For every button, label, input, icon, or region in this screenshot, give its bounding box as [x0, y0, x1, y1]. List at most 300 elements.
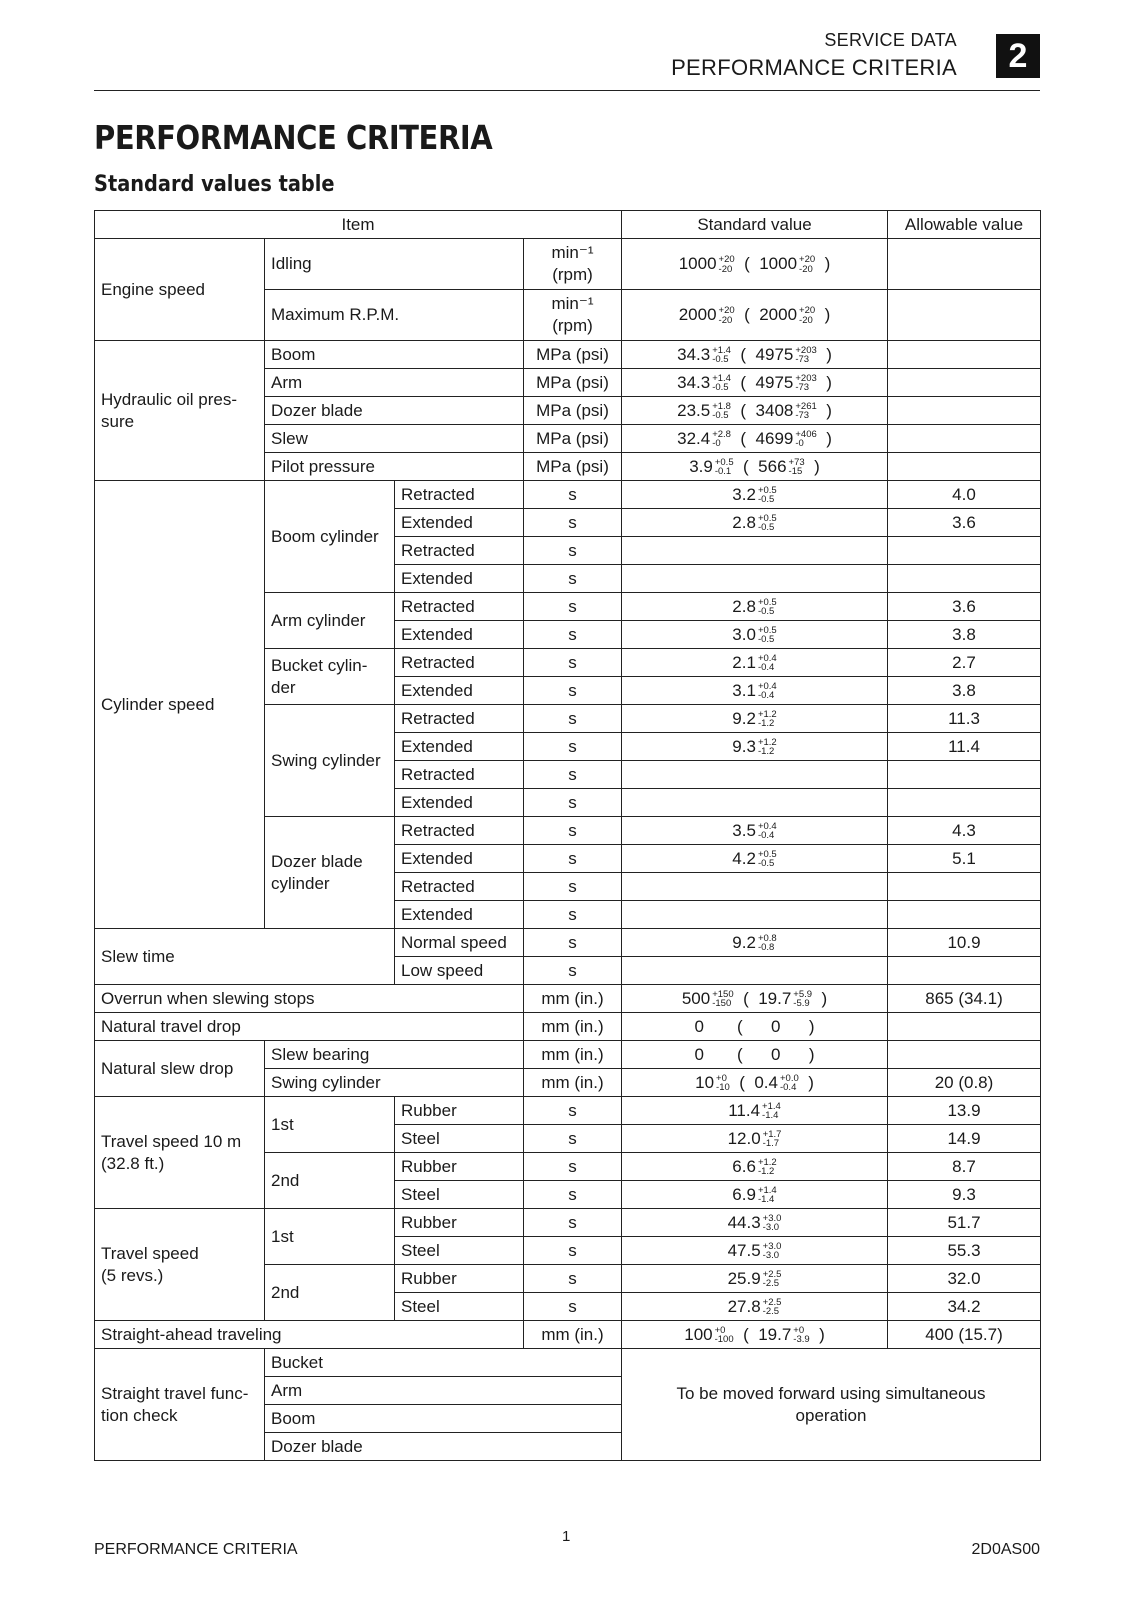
allowable-value [888, 761, 1041, 789]
standard-value-cell [622, 733, 888, 761]
allowable-value: 11.3 [888, 705, 1041, 733]
group-label-line: Travel speed [101, 1243, 199, 1263]
paren-close: ) [804, 456, 820, 476]
tolerance-minus: -0.5 [757, 494, 775, 506]
unit-cell: mm (in.) [524, 1013, 622, 1041]
mode-label: Retracted [395, 593, 524, 621]
tolerance-minus: -73 [795, 382, 810, 394]
tolerance [758, 822, 777, 841]
unit-cell: s [524, 733, 622, 761]
group-label: Natural travel drop [95, 1013, 524, 1041]
track-type: Rubber [395, 1097, 524, 1125]
mode-label: Extended [395, 789, 524, 817]
header-subsection: PERFORMANCE CRITERIA [671, 55, 957, 80]
tolerance-minus: -1.4 [757, 1194, 775, 1206]
group-label [95, 1349, 265, 1461]
standard-value: 34.3 [677, 372, 711, 392]
tolerance-minus: -0.5 [712, 410, 729, 422]
allowable-value: 11.4 [888, 733, 1041, 761]
tolerance [763, 1298, 782, 1317]
tolerance [763, 1270, 782, 1289]
standard-value-cell [622, 425, 888, 453]
paren-open: ( [730, 428, 756, 448]
standard-value-alt: 1000 [759, 254, 798, 273]
mode-label: Extended [395, 733, 524, 761]
allowable-value [888, 789, 1041, 817]
unit-cell [524, 290, 622, 341]
tolerance [762, 1102, 781, 1121]
paren-close: ) [809, 1324, 825, 1344]
paren-open: ( [730, 344, 756, 364]
standard-value-cell [622, 1293, 888, 1321]
tolerance-minus: -20 [799, 314, 813, 326]
unit-cell: s [524, 705, 622, 733]
allowable-value: 3.6 [888, 593, 1041, 621]
standard-value-cell [622, 957, 888, 985]
unit-cell: s [524, 537, 622, 565]
paren-open: ( [730, 372, 756, 392]
unit-cell: MPa (psi) [524, 453, 622, 481]
tolerance [763, 1214, 782, 1233]
tolerance-plus: +2.5 [762, 1268, 782, 1280]
allowable-value: 400 (15.7) [888, 1321, 1041, 1349]
tolerance [712, 430, 731, 449]
paren-close: ) [780, 1044, 815, 1064]
mode-label: Retracted [395, 537, 524, 565]
paren-open: ( [730, 400, 756, 420]
mode-label: Retracted [395, 705, 524, 733]
unit-cell: s [524, 761, 622, 789]
standard-value: 500 [681, 988, 711, 1008]
standard-value: 6.9 [732, 1184, 756, 1204]
tolerance-minus: -0.5 [712, 354, 729, 366]
unit-cell: s [524, 565, 622, 593]
standard-value-cell [622, 290, 888, 341]
standard-value-alt: 0 [771, 1016, 781, 1036]
header-divider [94, 90, 1040, 91]
standard-value: 32.4 [677, 428, 711, 448]
paren-open: ( [733, 456, 759, 476]
group-label: Hydraulic oil pres-sure [95, 341, 265, 481]
tolerance-minus: -0.4 [779, 1082, 797, 1094]
allowable-value: 20 (0.8) [888, 1069, 1041, 1097]
tolerance-plus: +0.4 [757, 680, 777, 692]
tolerance-plus: +203 [795, 372, 817, 384]
tolerance-minus: -1.2 [757, 718, 775, 730]
tolerance-plus: +406 [795, 428, 817, 440]
standard-value: 3.1 [732, 680, 756, 700]
tolerance [715, 458, 734, 477]
paren-close: ) [812, 988, 828, 1008]
allowable-value: 4.3 [888, 817, 1041, 845]
check-item: Dozer blade [265, 1433, 622, 1461]
check-note-line: To be moved forward using simultaneous [676, 1383, 986, 1403]
page-number: 1 [562, 1528, 571, 1545]
tolerance [758, 850, 777, 869]
tolerance-minus: -0.1 [714, 466, 732, 478]
tolerance-minus: -0.4 [757, 690, 775, 702]
standard-value-alt: 3408 [755, 400, 794, 420]
table-row [95, 1041, 1041, 1069]
tolerance [780, 1074, 799, 1093]
tolerance-minus: -0.5 [757, 522, 775, 534]
unit-cell: MPa (psi) [524, 425, 622, 453]
tolerance-plus: +261 [795, 400, 817, 412]
allowable-value [888, 1041, 1041, 1069]
tolerance-plus: +1.8 [712, 400, 731, 412]
tolerance [763, 1242, 782, 1261]
tolerance-plus: +1.7 [762, 1128, 782, 1140]
check-item: Bucket [265, 1349, 622, 1377]
allowable-value [888, 369, 1041, 397]
standard-values-table [94, 210, 1041, 1461]
tolerance-plus: +0.5 [714, 456, 734, 468]
mode-label: Retracted [395, 649, 524, 677]
tolerance-minus: -5.9 [793, 998, 810, 1010]
standard-value-cell [622, 817, 888, 845]
standard-value: 12.0 [727, 1128, 761, 1148]
mode-label: Retracted [395, 481, 524, 509]
table-row [95, 1321, 1041, 1349]
standard-value-alt: 19.7 [758, 988, 792, 1008]
unit-cell: mm (in.) [524, 1321, 622, 1349]
tolerance [763, 1130, 782, 1149]
standard-value: 4.2 [732, 848, 756, 868]
paren-open: ( [733, 1324, 759, 1344]
unit-cell: s [524, 845, 622, 873]
gear-label: 1st [265, 1209, 395, 1265]
check-note-line: operation [795, 1405, 867, 1425]
table-row [95, 985, 1041, 1013]
page-title: PERFORMANCE CRITERIA [94, 118, 493, 157]
tolerance [795, 346, 816, 365]
allowable-value: 3.8 [888, 621, 1041, 649]
standard-value-cell [622, 1069, 888, 1097]
unit-cell: s [524, 621, 622, 649]
table-row [95, 481, 1041, 509]
standard-value-cell [622, 1041, 888, 1069]
allowable-value [888, 565, 1041, 593]
tolerance-minus: -1.4 [762, 1110, 779, 1122]
tolerance-plus: +0.5 [757, 512, 777, 524]
unit-cell: mm (in.) [524, 1069, 622, 1097]
allowable-value: 34.2 [888, 1293, 1041, 1321]
tolerance [715, 1326, 734, 1345]
unit-cell: s [524, 1265, 622, 1293]
standard-value-alt: 4699 [755, 428, 794, 448]
paren-open: ( [703, 1044, 772, 1064]
unit-cell: s [524, 1237, 622, 1265]
table-row [95, 1097, 1041, 1125]
tolerance-plus: +0 [714, 1324, 726, 1336]
group-label-line: (32.8 ft.) [101, 1153, 165, 1173]
standard-value-cell [622, 761, 888, 789]
allowable-value [888, 873, 1041, 901]
standard-value-cell [622, 789, 888, 817]
document-code: 2D0AS00 [971, 1541, 1040, 1558]
standard-value-cell [622, 929, 888, 957]
mode-label: Retracted [395, 817, 524, 845]
group-label-line: tion check [101, 1405, 178, 1425]
cylinder-name: Dozer blade cylinder [265, 817, 395, 929]
allowable-value: 9.3 [888, 1181, 1041, 1209]
allowable-value [888, 397, 1041, 425]
tolerance-plus: +20 [718, 254, 735, 266]
standard-value: 6.6 [732, 1156, 756, 1176]
tolerance [712, 402, 731, 421]
unit-cell: s [524, 649, 622, 677]
group-label [95, 1097, 265, 1209]
standard-value-cell [622, 985, 888, 1013]
allowable-value [888, 537, 1041, 565]
tolerance [799, 306, 815, 325]
unit-cell: s [524, 957, 622, 985]
cylinder-name: Boom cylinder [265, 481, 395, 593]
tolerance [716, 1074, 730, 1093]
allowable-value: 2.7 [888, 649, 1041, 677]
tolerance-plus: +5.9 [793, 988, 813, 1000]
standard-value: 44.3 [727, 1212, 761, 1232]
standard-value-cell [622, 649, 888, 677]
standard-value: 2.8 [732, 512, 756, 532]
standard-value: 9.2 [732, 708, 756, 728]
tolerance [758, 738, 777, 757]
standard-value: 3.0 [732, 624, 756, 644]
paren-close: ) [816, 428, 832, 448]
tolerance-minus: -20 [718, 263, 733, 275]
standard-value-cell [622, 239, 888, 290]
paren-close: ) [815, 254, 831, 273]
standard-value-alt: 566 [758, 456, 787, 476]
tolerance [758, 710, 777, 729]
table-header-row [95, 211, 1041, 239]
track-type: Steel [395, 1237, 524, 1265]
standard-value-alt: 0.4 [754, 1072, 778, 1092]
unit-cell: mm (in.) [524, 1041, 622, 1069]
tolerance [758, 1186, 777, 1205]
tolerance [719, 306, 735, 325]
group-label: Overrun when slewing stops [95, 985, 524, 1013]
standard-value-cell [622, 397, 888, 425]
paren-open: ( [734, 254, 760, 273]
tolerance [712, 990, 733, 1009]
tolerance-plus: +20 [799, 254, 816, 266]
cylinder-name: Arm cylinder [265, 593, 395, 649]
standard-value-alt: 0 [771, 1044, 781, 1064]
header-allowable-value: Allowable value [888, 211, 1041, 239]
unit-cell: s [524, 593, 622, 621]
tolerance-minus: -15 [788, 466, 803, 478]
standard-value-cell [622, 1181, 888, 1209]
group-label: Natural slew drop [95, 1041, 265, 1097]
tolerance-minus: -2.5 [762, 1306, 780, 1318]
mode-label: Extended [395, 621, 524, 649]
standard-value-cell [622, 341, 888, 369]
tolerance-minus: -0.4 [757, 662, 775, 674]
table-row [95, 341, 1041, 369]
item-label: Pilot pressure [265, 453, 524, 481]
group-label-line: (5 revs.) [101, 1265, 164, 1285]
allowable-value [888, 1013, 1041, 1041]
standard-value-cell [622, 1125, 888, 1153]
group-label: Slew time [95, 929, 395, 985]
allowable-value: 5.1 [888, 845, 1041, 873]
tolerance [758, 682, 777, 701]
tolerance-plus: +2.5 [762, 1296, 782, 1308]
mode-label: Normal speed [395, 929, 524, 957]
tolerance [799, 255, 815, 274]
mode-label: Low speed [395, 957, 524, 985]
mode-label: Retracted [395, 873, 524, 901]
standard-value-cell [622, 369, 888, 397]
allowable-value: 3.8 [888, 677, 1041, 705]
paren-close: ) [816, 344, 832, 364]
standard-value-cell [622, 481, 888, 509]
standard-value-cell [622, 873, 888, 901]
unit-cell: s [524, 1209, 622, 1237]
unit-cell: s [524, 1153, 622, 1181]
standard-value-cell [622, 845, 888, 873]
mode-label: Extended [395, 677, 524, 705]
tolerance [758, 934, 777, 953]
standard-value: 2000 [678, 305, 717, 324]
standard-value: 1000 [678, 254, 717, 273]
tolerance-minus: -2.5 [762, 1278, 780, 1290]
tolerance-plus: +1.2 [757, 736, 777, 748]
standard-value-cell [622, 1097, 888, 1125]
tolerance-plus: +3.0 [762, 1240, 782, 1252]
tolerance-minus: -150 [712, 998, 732, 1010]
tolerance-plus: +203 [795, 344, 817, 356]
standard-value: 23.5 [677, 400, 711, 420]
unit-cell: s [524, 901, 622, 929]
item-label: Slew [265, 425, 524, 453]
mode-label: Extended [395, 901, 524, 929]
tolerance-minus: -1.2 [757, 746, 775, 758]
allowable-value [888, 239, 1041, 290]
standard-value: 2.8 [732, 596, 756, 616]
tolerance-plus: +2.8 [712, 428, 731, 440]
standard-value-alt: 2000 [759, 305, 798, 324]
tolerance-minus: -100 [714, 1334, 734, 1346]
tolerance-minus: -73 [795, 354, 810, 366]
standard-value-alt: 19.7 [758, 1324, 792, 1344]
tolerance [758, 1158, 777, 1177]
unit-cell: s [524, 1097, 622, 1125]
item-label: Swing cylinder [265, 1069, 524, 1097]
tolerance-minus: -73 [795, 410, 810, 422]
standard-value-cell [622, 677, 888, 705]
tolerance [712, 374, 731, 393]
tolerance-minus: -0.8 [757, 942, 775, 954]
gear-label: 2nd [265, 1153, 395, 1209]
paren-close: ) [780, 1016, 815, 1036]
tolerance-plus: +0.5 [757, 484, 777, 496]
standard-value-cell [622, 1265, 888, 1293]
standard-value: 10 [695, 1072, 715, 1092]
tolerance-plus: +1.4 [757, 1184, 777, 1196]
track-type: Steel [395, 1125, 524, 1153]
paren-open: ( [733, 988, 759, 1008]
tolerance-plus: +3.0 [762, 1212, 782, 1224]
tolerance-minus: -20 [718, 314, 733, 326]
gear-label: 2nd [265, 1265, 395, 1321]
unit-cell: s [524, 1181, 622, 1209]
allowable-value: 3.6 [888, 509, 1041, 537]
allowable-value [888, 957, 1041, 985]
tolerance-plus: +0.5 [757, 624, 777, 636]
unit-cell: mm (in.) [524, 985, 622, 1013]
track-type: Rubber [395, 1209, 524, 1237]
standard-value: 9.3 [732, 736, 756, 756]
paren-open: ( [703, 1016, 772, 1036]
item-label: Maximum R.P.M. [265, 290, 524, 341]
paren-open: ( [729, 1072, 755, 1092]
tolerance [793, 1326, 809, 1345]
paren-open: ( [734, 305, 760, 324]
unit-cell: s [524, 1293, 622, 1321]
tolerance-minus: -3.9 [793, 1334, 810, 1346]
tolerance [758, 514, 777, 533]
standard-value: 0 [694, 1044, 704, 1064]
tolerance-minus: -0.5 [757, 634, 775, 646]
standard-value-cell [622, 453, 888, 481]
track-type: Steel [395, 1181, 524, 1209]
tolerance-minus: -0 [795, 438, 804, 450]
standard-value-cell [622, 593, 888, 621]
tolerance [795, 402, 816, 421]
table-body [95, 239, 1041, 1461]
standard-value-cell [622, 1013, 888, 1041]
unit-cell: s [524, 677, 622, 705]
chapter-number-badge: 2 [996, 34, 1040, 78]
standard-value-cell [622, 621, 888, 649]
paren-close: ) [815, 305, 831, 324]
tolerance-plus: +1.4 [712, 344, 731, 356]
table-row [95, 1013, 1041, 1041]
table-row [95, 929, 1041, 957]
group-label: Cylinder speed [95, 481, 265, 929]
tolerance-plus: +73 [788, 456, 805, 468]
allowable-value: 865 (34.1) [888, 985, 1041, 1013]
allowable-value [888, 290, 1041, 341]
standard-value-cell [622, 1321, 888, 1349]
standard-value-cell [622, 901, 888, 929]
check-item: Boom [265, 1405, 622, 1433]
tolerance-minus: -1.7 [762, 1138, 780, 1150]
paren-close: ) [816, 372, 832, 392]
tolerance-plus: +0.5 [757, 596, 777, 608]
tolerance-plus: +0.5 [757, 848, 777, 860]
unit-top: min⁻¹ [551, 294, 594, 313]
standard-value-cell [622, 1209, 888, 1237]
tolerance-plus: +0 [716, 1072, 727, 1084]
allowable-value [888, 453, 1041, 481]
group-label: Straight-ahead traveling [95, 1321, 524, 1349]
tolerance-plus: +0 [793, 1324, 805, 1336]
tolerance-plus: +1.4 [762, 1100, 781, 1112]
allowable-value: 10.9 [888, 929, 1041, 957]
table-row [95, 239, 1041, 290]
standard-value-cell [622, 537, 888, 565]
allowable-value: 32.0 [888, 1265, 1041, 1293]
header-section: SERVICE DATA [824, 30, 957, 50]
unit-bottom: (rpm) [552, 265, 593, 284]
standard-value: 0 [694, 1016, 704, 1036]
unit-cell: s [524, 873, 622, 901]
tolerance [795, 430, 816, 449]
standard-value: 3.5 [732, 820, 756, 840]
